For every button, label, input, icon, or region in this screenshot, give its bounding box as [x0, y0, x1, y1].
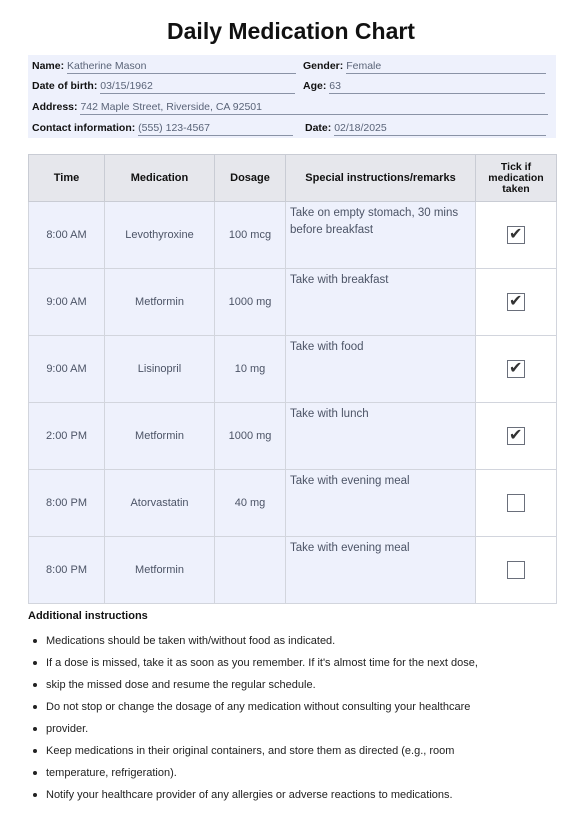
name-field[interactable]: Katherine Mason	[67, 59, 296, 74]
dosage-cell: 10 mg	[215, 336, 286, 403]
table-row	[29, 403, 557, 470]
medication-cell: Metformin	[105, 537, 215, 604]
check-mark-icon: ✔	[509, 358, 523, 377]
bullet-icon	[33, 705, 37, 709]
time-cell: 2:00 PM	[29, 403, 105, 470]
tick-cell	[476, 269, 557, 336]
address-row	[32, 99, 548, 115]
gender-row	[303, 58, 546, 74]
header-tick: Tick if medication taken	[476, 155, 557, 202]
taken-checkbox[interactable]	[507, 360, 525, 378]
address-field[interactable]: 742 Maple Street, Riverside, CA 92501	[80, 100, 548, 115]
list-item-text: skip the missed dose and resume the regular schedule.	[46, 679, 316, 691]
contact-label: Contact information:	[32, 122, 136, 134]
tick-cell	[476, 537, 557, 604]
list-item	[28, 786, 568, 808]
list-item-text: temperature, refrigeration).	[46, 767, 177, 779]
list-item-text: If a dose is missed, take it as soon as you remember. If it's almost time for the next dose,	[46, 657, 478, 669]
time-cell: 8:00 AM	[29, 202, 105, 269]
check-mark-icon: ✔	[509, 291, 523, 310]
dosage-cell	[215, 537, 286, 604]
gender-field[interactable]: Female	[346, 59, 546, 74]
tick-cell	[476, 403, 557, 470]
medication-cell: Metformin	[105, 403, 215, 470]
bullet-icon	[33, 661, 37, 665]
list-item-text: Notify your healthcare provider of any allergies or adverse reactions to medications.	[46, 789, 453, 801]
table-row	[29, 336, 557, 403]
remarks-cell: Take with food	[286, 336, 476, 403]
bullet-icon	[33, 771, 37, 775]
list-item	[28, 676, 568, 698]
header-remarks: Special instructions/remarks	[286, 155, 476, 202]
page-title: Daily Medication Chart	[167, 18, 415, 44]
list-item-text: Do not stop or change the dosage of any medication without consulting your healthcare	[46, 701, 471, 713]
table-row	[29, 269, 557, 336]
list-item	[28, 720, 568, 742]
tick-cell	[476, 336, 557, 403]
list-item	[28, 764, 568, 786]
date-label: Date:	[305, 122, 332, 134]
remarks-cell: Take with evening meal	[286, 470, 476, 537]
dob-field[interactable]: 03/15/1962	[100, 79, 295, 94]
name-label: Name:	[32, 60, 65, 72]
list-item	[28, 632, 568, 654]
taken-checkbox[interactable]	[507, 494, 525, 512]
gender-label: Gender:	[303, 60, 344, 72]
remarks-cell: Take with evening meal	[286, 537, 476, 604]
time-cell: 8:00 PM	[29, 537, 105, 604]
contact-row	[32, 120, 293, 136]
header-dosage: Dosage	[215, 155, 286, 202]
additional-instructions-list	[28, 632, 568, 808]
medication-cell: Metformin	[105, 269, 215, 336]
medication-table	[28, 154, 557, 604]
medication-cell: Lisinopril	[105, 336, 215, 403]
additional-instructions-heading: Additional instructions	[28, 610, 148, 622]
check-mark-icon: ✔	[509, 425, 523, 444]
list-item-text: provider.	[46, 723, 89, 735]
tick-cell	[476, 470, 557, 537]
header-time: Time	[29, 155, 105, 202]
table-header-row	[29, 155, 557, 202]
age-row	[303, 78, 545, 94]
list-item-text: Medications should be taken with/without food as indicated.	[46, 635, 336, 647]
list-item	[28, 654, 568, 676]
list-item	[28, 742, 568, 764]
tick-cell	[476, 202, 557, 269]
contact-field[interactable]: (555) 123-4567	[138, 121, 293, 136]
dob-row	[32, 78, 295, 94]
remarks-cell: Take with lunch	[286, 403, 476, 470]
list-item	[28, 698, 568, 720]
dob-label: Date of birth:	[32, 80, 98, 92]
table-row	[29, 470, 557, 537]
time-cell: 8:00 PM	[29, 470, 105, 537]
bullet-icon	[33, 793, 37, 797]
time-cell: 9:00 AM	[29, 269, 105, 336]
dosage-cell: 1000 mg	[215, 269, 286, 336]
date-row	[305, 120, 546, 136]
date-field[interactable]: 02/18/2025	[334, 121, 546, 136]
taken-checkbox[interactable]	[507, 561, 525, 579]
remarks-cell: Take with breakfast	[286, 269, 476, 336]
table-row	[29, 537, 557, 604]
patient-info-section	[28, 55, 556, 138]
medication-cell: Atorvastatin	[105, 470, 215, 537]
list-item-text: Keep medications in their original containers, and store them as directed (e.g., room	[46, 745, 455, 757]
dosage-cell: 100 mcg	[215, 202, 286, 269]
age-label: Age:	[303, 80, 327, 92]
time-cell: 9:00 AM	[29, 336, 105, 403]
table-row	[29, 202, 557, 269]
bullet-icon	[33, 683, 37, 687]
check-mark-icon: ✔	[509, 224, 523, 243]
dosage-cell: 1000 mg	[215, 403, 286, 470]
remarks-cell: Take on empty stomach, 30 mins before breakfast	[286, 202, 476, 269]
bullet-icon	[33, 749, 37, 753]
name-row	[32, 58, 296, 74]
bullet-icon	[33, 639, 37, 643]
header-medication: Medication	[105, 155, 215, 202]
dosage-cell: 40 mg	[215, 470, 286, 537]
taken-checkbox[interactable]	[507, 293, 525, 311]
age-field[interactable]: 63	[329, 79, 545, 94]
medication-cell: Levothyroxine	[105, 202, 215, 269]
taken-checkbox[interactable]	[507, 226, 525, 244]
address-label: Address:	[32, 101, 78, 113]
bullet-icon	[33, 727, 37, 731]
taken-checkbox[interactable]	[507, 427, 525, 445]
